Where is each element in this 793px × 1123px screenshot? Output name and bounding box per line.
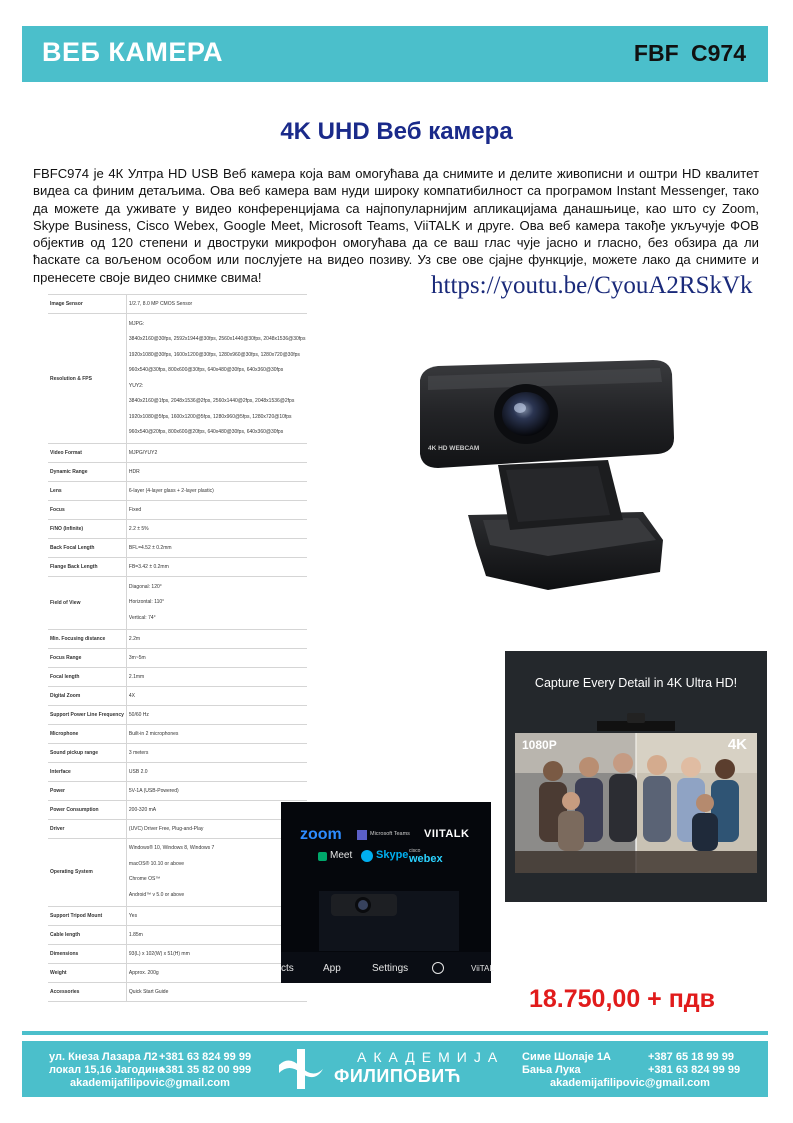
spec-value-line: Yes (128, 912, 138, 919)
spec-value-line: macOS® 10.10 or above (128, 860, 185, 867)
spec-row (48, 762, 307, 781)
spec-row (48, 577, 307, 630)
spec-value-line: 3 meters (128, 749, 149, 756)
spec-row (48, 520, 307, 539)
spec-value (126, 629, 307, 648)
spec-value (126, 982, 307, 1001)
spec-value-line: 3840x2160@1fps, 2048x1536@2fps, 2560x1440@2fps, 2048x1536@2fps (128, 398, 295, 404)
meeting-comparison-image (505, 651, 767, 902)
spec-value-line: USB 2.0 (128, 768, 148, 775)
footer-phone-left-2: +381 35 82 00 999 (159, 1064, 252, 1076)
spec-value-line: Horizontal: 110° (128, 599, 165, 605)
spec-value (126, 705, 307, 724)
spec-value (126, 686, 307, 705)
logo-text-bottom: ФИЛИПОВИЋ (334, 1066, 461, 1086)
spec-value (126, 762, 307, 781)
footer-address-4: Бања Лука (522, 1064, 581, 1076)
spec-row (48, 558, 307, 577)
spec-table (48, 294, 307, 1002)
footer-address-3: Симе Шолаје 1А (522, 1051, 611, 1063)
footer-email-right[interactable]: akademijafilipovic@gmail.com (550, 1077, 710, 1089)
spec-key: F/NO (Infinite) (48, 520, 126, 539)
model-number: FBF C974 (633, 40, 746, 66)
spec-value-line: Chrome OS™ (128, 876, 161, 882)
zoom-logo: zoom (300, 826, 342, 843)
spec-value (126, 295, 307, 314)
spec-key: Weight (48, 963, 126, 982)
spec-row (48, 781, 307, 800)
spec-value (126, 444, 307, 463)
spec-value (126, 558, 307, 577)
spec-value-line: 1/2.7, 8.0 MP CMOS Sensor (128, 301, 193, 307)
spec-value-line: 1920x1080@5fps, 1600x1200@5fps, 1280x960@5fps, 1280x720@10fps (128, 413, 292, 420)
product-description: FBFC974 је 4К Ултра HD USB Веб камера која вам омогућава да снимите и делите живописни и оштри HD квалитет видеа са финим детаљима. Ова веб камера вам нуди широку компатибилност са програмом Instant Messenger, тако да можете да уживате у видео конференцијама са најпопуларнијим апликацијама данашњице, као што су Zoom, Skype Business, Cisco Webex, Google Meet, Microsoft Teams, ViiTALK и друге. Ова веб камера такође укључује ФОВ објектив од 120 степени и двоструки микрофон омогућава да се ваш глас чује јасно и гласно, без обзира да ли ћаскате са вољеном особом или послујете на видео позиву. Уз све ове сјајне функције, можете лако да снимите и пренесете своје видео снимке свима! (33, 166, 759, 285)
spec-value (126, 743, 307, 762)
spec-value-line: 6-layer (4-layer glass + 2-layer plastic) (128, 488, 214, 494)
spec-value-line: 93(L) x 102(W) x 51(H) mm (128, 950, 190, 957)
spec-value-line: 960x540@30fps, 800x600@30fps, 640x480@30fps, 640x360@30fps (128, 367, 284, 373)
spec-value-line: Windows® 10, Windows 8, Windows 7 (128, 845, 215, 851)
spec-key: Min. Focusing distance (48, 629, 126, 648)
webex-logo: webex (409, 853, 443, 865)
spec-key: Cable length (48, 925, 126, 944)
label-4k: 4K (727, 736, 747, 753)
spec-value-line: BFL=4.52 ± 0.2mm (128, 545, 172, 551)
spec-value-line: FB=3.42 ± 0.2mm (128, 564, 169, 570)
spec-key: Operating System (48, 838, 126, 906)
spec-row (48, 539, 307, 558)
spec-value-line: HDR (128, 469, 140, 475)
teams-label: Microsoft Teams (370, 831, 410, 837)
header-title: ВЕБ КАМЕРА (42, 37, 224, 67)
viitalk-logo: VIITALK (424, 828, 470, 840)
spec-key: Driver (48, 819, 126, 838)
spec-value-line: 1920x1080@30fps, 1600x1200@30fps, 1280x960@30fps, 1280x720@30fps (128, 351, 300, 358)
header-bar (22, 26, 768, 82)
logo-text-top: АКАДЕМИЈА (357, 1049, 505, 1065)
spec-key: Focus (48, 501, 126, 520)
spec-key: Sound pickup range (48, 743, 126, 762)
spec-value-line: Built-in 2 microphones (128, 730, 179, 737)
price: 18.750,00 + пдв (529, 985, 716, 1013)
spec-key: Accessories (48, 982, 126, 1001)
webcam-photo (398, 340, 698, 600)
supported-apps-image (281, 802, 494, 983)
spec-key: Microphone (48, 724, 126, 743)
spec-key: Flange Back Length (48, 558, 126, 577)
spec-row (48, 906, 307, 925)
spec-value-line: 3m~5m (128, 654, 146, 661)
spec-key: Image Sensor (48, 295, 126, 314)
spec-row (48, 444, 307, 463)
spec-value (126, 648, 307, 667)
footer-phone-left-1: +381 63 824 99 99 (159, 1051, 252, 1063)
spec-row (48, 819, 307, 838)
meeting-illustration (505, 651, 767, 902)
spec-value-line: Android™ v 5.0 or above (128, 891, 185, 898)
spec-row (48, 686, 307, 705)
spec-key: Support Power Line Frequency (48, 705, 126, 724)
youtube-link[interactable]: https://youtu.be/CyouA2RSkVk (431, 272, 753, 299)
spec-value (126, 667, 307, 686)
footer-email-left[interactable]: akademijafilipovic@gmail.com (70, 1077, 230, 1089)
skype-label: Skype (376, 849, 409, 861)
footer-divider (22, 1031, 768, 1035)
spec-value (126, 520, 307, 539)
taskbar-item-app: App (323, 963, 341, 974)
spec-value-line: 3840x2160@30fps, 2592x1944@30fps, 2560x1440@30fps, 2048x1536@30fps (128, 336, 306, 342)
spec-row (48, 705, 307, 724)
spec-row (48, 743, 307, 762)
spec-row (48, 838, 307, 906)
spec-value-line: Approx. 200g (128, 969, 159, 976)
spec-value-line: 2.1mm (128, 673, 145, 680)
footer-phone-right-2: +381 63 824 99 99 (648, 1064, 741, 1076)
spec-row (48, 982, 307, 1001)
spec-key: Digital Zoom (48, 686, 126, 705)
spec-value-line: 2.2m (128, 635, 141, 642)
label-1080p: 1080P (522, 738, 557, 752)
spec-row (48, 463, 307, 482)
spec-value-line: 2.2 ± 5% (128, 526, 149, 532)
spec-value (126, 781, 307, 800)
spec-key: Focus Range (48, 648, 126, 667)
footer-address-2: локал 15,16 Јагодина (49, 1064, 165, 1076)
spec-value-line: 4X (128, 692, 136, 699)
spec-row (48, 963, 307, 982)
spec-value-line: (UVC) Driver Free, Plug-and-Play (128, 825, 204, 832)
spec-key: Field of View (48, 577, 126, 630)
spec-row (48, 800, 307, 819)
spec-value-line: MJPG/YUY2 (128, 450, 158, 456)
footer-bar (22, 1041, 768, 1097)
spec-value-line: 1.85m (128, 931, 143, 938)
monitor-webcam-illustration (281, 802, 491, 983)
taskbar-item-settings: Settings (372, 963, 409, 974)
spec-key: Interface (48, 762, 126, 781)
spec-value (126, 482, 307, 501)
spec-value (126, 501, 307, 520)
spec-key: Focal length (48, 667, 126, 686)
spec-value-line: MJPG: (128, 320, 145, 327)
spec-row (48, 925, 307, 944)
spec-key: Lens (48, 482, 126, 501)
spec-value-line: 50/60 Hz (128, 711, 149, 718)
taskbar-item-cts: cts (281, 963, 294, 974)
spec-value (126, 314, 307, 444)
spec-row (48, 944, 307, 963)
spec-value (126, 463, 307, 482)
spec-row (48, 501, 307, 520)
spec-value-line: Quick Start Guide (128, 988, 169, 995)
spec-value-line: Vertical: 74° (128, 614, 156, 621)
cisco-label: cisco (409, 848, 421, 854)
spec-key: Dynamic Range (48, 463, 126, 482)
spec-value-line: YUY2: (128, 382, 144, 389)
spec-key: Dimensions (48, 944, 126, 963)
spec-row (48, 295, 307, 314)
spec-row (48, 667, 307, 686)
globe-icon (432, 962, 444, 974)
spec-key: Power Consumption (48, 800, 126, 819)
spec-value (126, 577, 307, 630)
spec-value (126, 724, 307, 743)
spec-row (48, 724, 307, 743)
spec-row (48, 314, 307, 444)
spec-value-line: Diagonal: 120° (128, 583, 162, 590)
meet-label: Meet (330, 850, 353, 861)
footer-address-1: ул. Кнеза Лазара Л2 (49, 1051, 158, 1063)
academy-logo-icon (275, 1047, 327, 1091)
spec-key: Back Focal Length (48, 539, 126, 558)
spec-value-line: 960x540@20fps, 800x600@20fps, 640x480@30fps, 640x360@30fps (128, 429, 284, 435)
footer-phone-right-1: +387 65 18 99 99 (648, 1051, 734, 1063)
meeting-caption: Capture Every Detail in 4K Ultra HD! (534, 676, 738, 690)
taskbar-item-viitalk: ViiTAL (471, 964, 494, 973)
spec-row (48, 482, 307, 501)
spec-key: Support Tripod Mount (48, 906, 126, 925)
spec-value-line: 200-320 mA (128, 806, 157, 813)
spec-value-line: Fixed (128, 507, 142, 513)
spec-row (48, 648, 307, 667)
spec-key: Power (48, 781, 126, 800)
spec-key: Video Format (48, 444, 126, 463)
webcam-badge: 4K HD WEBCAM (428, 445, 480, 452)
spec-value (126, 539, 307, 558)
spec-row (48, 629, 307, 648)
main-title: 4K UHD Веб камера (280, 118, 513, 145)
spec-value-line: 5V-1A (USB-Powered) (128, 787, 179, 794)
spec-key: Resolution & FPS (48, 314, 126, 444)
